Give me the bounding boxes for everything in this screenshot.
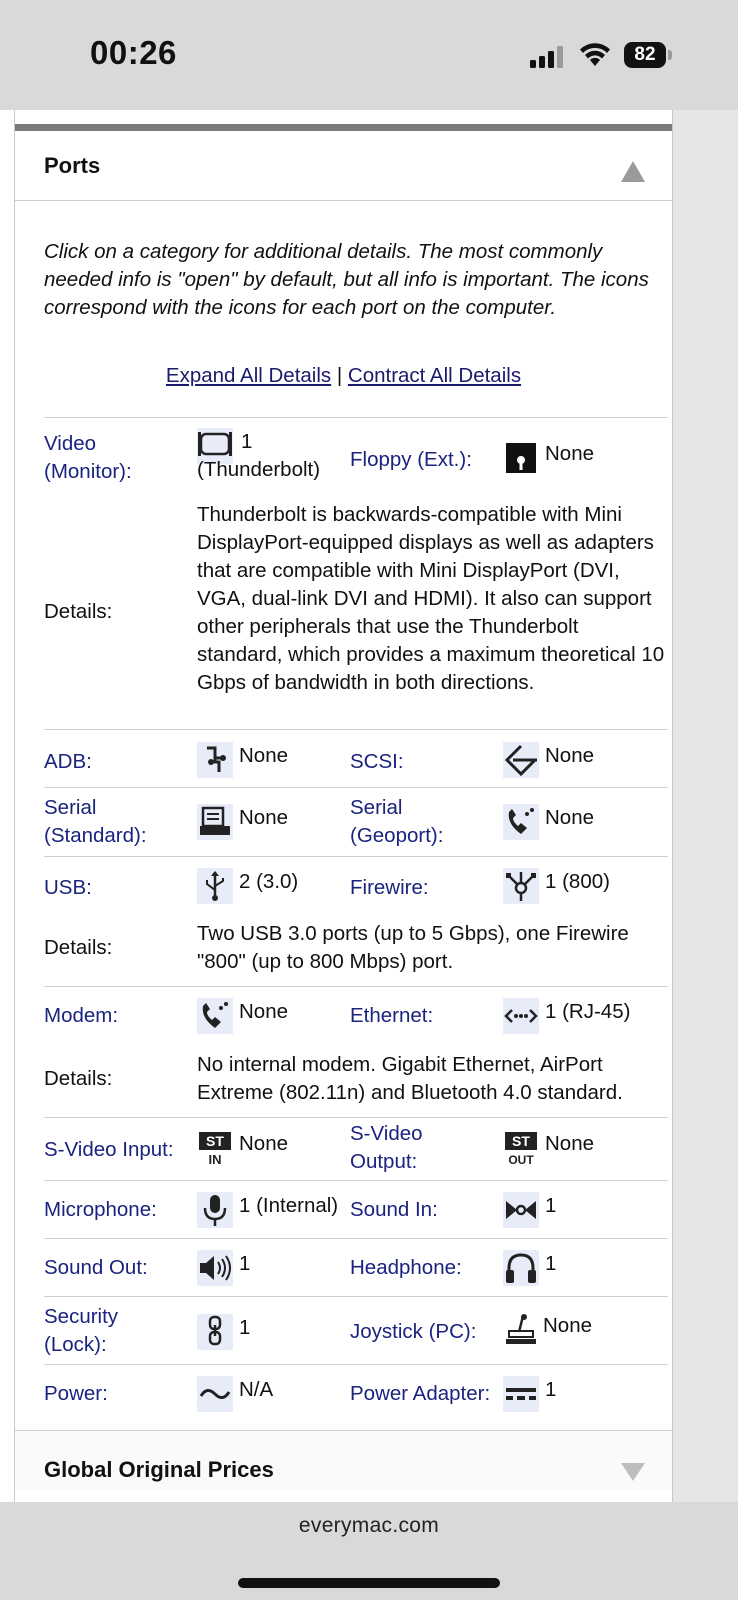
home-indicator[interactable] (238, 1578, 500, 1588)
expand-contract-links (15, 364, 672, 388)
svideo-input-value: None (239, 1132, 289, 1155)
headphone-icon (503, 1250, 539, 1286)
ports-intro-text: Click on a category for additional details. The most commonly needed info is "open" by default, but all info is important. The icons correspond with the icons for each port on the computer. (44, 240, 649, 319)
firewire-label[interactable]: Firewire: (350, 876, 429, 899)
row-divider (44, 417, 668, 418)
power-adapter-label[interactable]: Power Adapter: (350, 1382, 491, 1405)
svideo-out-icon-bottom: OUT (508, 1153, 534, 1166)
svideo-input-icon (197, 1130, 233, 1166)
headphone-label[interactable]: Headphone: (350, 1256, 462, 1279)
sound-out-value: 1 (239, 1252, 251, 1275)
row-divider (44, 986, 668, 987)
serial-printer-icon (197, 804, 233, 840)
microphone-value: 1 (Internal) (239, 1194, 339, 1217)
joystick-label[interactable]: Joystick (PC): (350, 1320, 477, 1343)
sound-in-label[interactable]: Sound In: (350, 1198, 438, 1221)
video-details-label: Details: (44, 600, 113, 623)
geoport-value: None (545, 806, 595, 829)
security-value: 1 (239, 1316, 251, 1339)
battery-nub (668, 50, 672, 60)
adb-value: None (239, 744, 289, 767)
usb-details: Two USB 3.0 ports (up to 5 Gbps), one Firewire "800" (up to 800 Mbps) port. (197, 922, 629, 973)
ethernet-label[interactable]: Ethernet: (350, 1004, 434, 1027)
ethernet-value: 1 (RJ-45) (545, 1000, 631, 1023)
battery-icon: 82 (624, 42, 666, 68)
svideo-in-icon-top: ST (206, 1133, 224, 1149)
row-divider (44, 787, 668, 788)
row-divider (44, 1296, 668, 1297)
panel-top-bar (15, 124, 672, 131)
sound-out-label[interactable]: Sound Out: (44, 1256, 148, 1279)
global-prices-title: Global Original Prices (44, 1457, 274, 1482)
power-adapter-value: 1 (545, 1378, 557, 1401)
browser-address-bar (0, 1502, 738, 1600)
ethernet-icon (503, 998, 539, 1034)
modem-details: No internal modem. Gigabit Ethernet, AirPort Extreme (802.11n) and Bluetooth 4.0 standard. (197, 1053, 623, 1104)
serial-value: None (239, 806, 289, 829)
usb-icon (197, 868, 233, 904)
row-divider (44, 729, 668, 730)
web-page (0, 110, 738, 1502)
ports-panel (14, 110, 673, 1502)
expand-arrow-icon[interactable] (621, 1463, 645, 1481)
modem-value: None (239, 1000, 289, 1023)
video-label[interactable]: Video (Monitor): (44, 432, 132, 483)
serial-label[interactable]: Serial (Standard): (44, 796, 147, 847)
scsi-label[interactable]: SCSI: (350, 750, 404, 773)
adb-icon (197, 742, 233, 778)
row-divider (44, 856, 668, 857)
microphone-label[interactable]: Microphone: (44, 1198, 157, 1221)
usb-details-label: Details: (44, 936, 113, 959)
row-divider (44, 1238, 668, 1239)
scsi-icon (503, 742, 539, 778)
ports-title: Ports (44, 153, 101, 178)
collapse-arrow-icon[interactable] (621, 161, 645, 182)
joystick-icon (503, 1312, 539, 1348)
expand-all-link[interactable]: Expand All Details (165, 364, 332, 387)
video-details: Thunderbolt is backwards-compatible with Mini DisplayPort-equipped displays as well as adapters that are compatible with Mini DisplayPort (DVI, VGA, dual-link DVI and HDMI). It also can support other peripherals that use the Thunderbolt standard, which provides a maximum theoretical 10 Gbps of bandwidth in both directions. (197, 503, 665, 694)
svideo-input-label[interactable]: S-Video Input: (44, 1138, 174, 1161)
wifi-icon (578, 40, 612, 68)
geoport-label[interactable]: Serial (Geoport): (350, 796, 444, 847)
power-ac-icon (197, 1376, 233, 1412)
microphone-icon (197, 1192, 233, 1228)
modem-phone-icon (197, 998, 233, 1034)
status-bar (0, 0, 738, 110)
svideo-output-label[interactable]: S-Video Output: (350, 1122, 423, 1173)
usb-label[interactable]: USB: (44, 876, 92, 899)
row-divider (44, 1180, 668, 1181)
firewire-value: 1 (800) (545, 870, 610, 893)
firewire-icon (503, 868, 539, 904)
geoport-phone-icon (503, 804, 539, 840)
svideo-output-icon (503, 1130, 539, 1166)
svideo-out-icon-top: ST (512, 1133, 530, 1149)
ports-section-header[interactable] (15, 131, 672, 201)
video-value: 1 (Thunderbolt) (197, 430, 321, 481)
power-label[interactable]: Power: (44, 1382, 108, 1405)
headphone-value: 1 (545, 1252, 557, 1275)
svideo-in-icon-bottom: IN (208, 1152, 222, 1166)
floppy-icon (503, 440, 539, 476)
modem-label[interactable]: Modem: (44, 1004, 119, 1027)
contract-all-link[interactable]: Contract All Details (347, 364, 522, 387)
row-divider (44, 1117, 668, 1118)
link-separator: | (336, 364, 343, 387)
cellular-signal-icon (530, 46, 566, 68)
usb-value: 2 (3.0) (239, 870, 299, 893)
svideo-output-value: None (545, 1132, 595, 1155)
speaker-icon (197, 1250, 233, 1286)
adb-label[interactable]: ADB: (44, 750, 92, 773)
page-margin (672, 110, 738, 1502)
joystick-value: None (543, 1314, 593, 1337)
sound-in-icon (503, 1192, 539, 1228)
global-prices-section-header[interactable] (15, 1430, 672, 1490)
power-adapter-dc-icon (503, 1376, 539, 1412)
row-divider (44, 1364, 668, 1365)
power-value: N/A (239, 1378, 274, 1401)
address-url[interactable]: everymac.com (298, 1514, 440, 1537)
status-time: 00:26 (90, 34, 177, 71)
floppy-value: None (545, 442, 595, 465)
floppy-label[interactable]: Floppy (Ext.): (350, 448, 472, 471)
scsi-value: None (545, 744, 595, 767)
modem-details-label: Details: (44, 1067, 113, 1090)
security-lock-icon (197, 1314, 233, 1350)
security-label[interactable]: Security (Lock): (44, 1305, 119, 1356)
sound-in-value: 1 (545, 1194, 557, 1217)
